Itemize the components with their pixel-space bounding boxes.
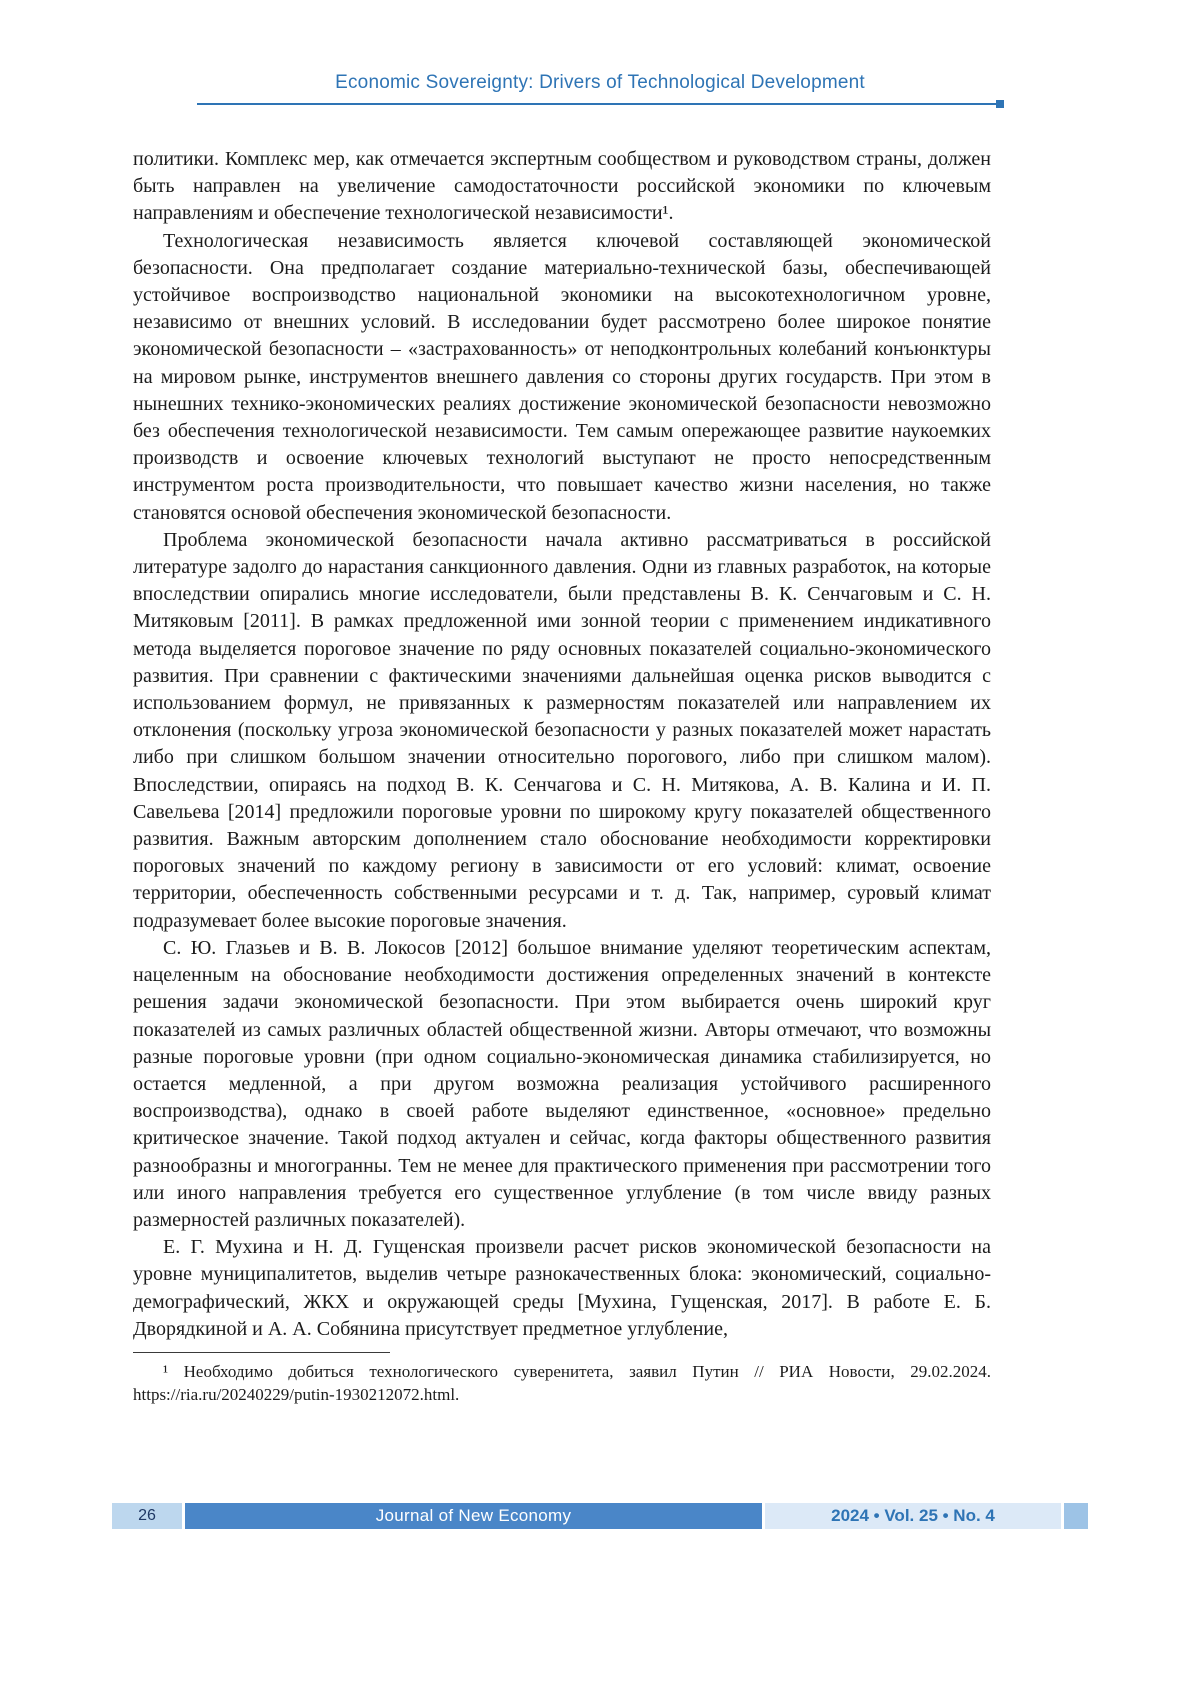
footer-end-square <box>1064 1503 1088 1529</box>
header-rule <box>197 103 1003 105</box>
page-footer <box>112 1503 1088 1529</box>
paragraph: Проблема экономической безопасности начала активно рассматриваться в российской литературе задолго до нарастания санкционного давления. Одни из главных разработок, на которые впоследствии опирались многие исследователи, были представлены В. К. Сенчаговым и С. Н. Митяковым [2011]. В рамках предложенной ими зонной теории с применением индикативного метода выделяется пороговое значение по ряду основных показателей социально-экономического развития. При сравнении с фактическими значениями дальнейшая оценка рисков выводится с использованием формул, не привязанных к размерностям показателей или направлением их отклонения (поскольку угроза экономической безопасности у разных показателей может нарастать либо при слишком большом значении относительно порогового, либо при слишком малом). Впоследствии, опираясь на подход В. К. Сенчагова и С. Н. Митякова, А. В. Калина и И. П. Савельева [2014] предложили пороговые уровни по широкому кругу показателей общественного развития. Важным авторским дополнением стало обоснование необходимости корректировки пороговых значений по каждому региону в зависимости от его условий: климат, освоение территории, обеспеченность собственными ресурсами и т. д. Так, например, суровый климат подразумевает более высокие пороговые значения. <box>133 528 991 932</box>
footnote-separator <box>133 1352 390 1353</box>
running-header-title: Economic Sovereignty: Drivers of Technological Development <box>335 72 865 93</box>
paragraph: С. Ю. Глазьев и В. В. Локосов [2012] большое внимание уделяют теоретическим аспектам, нацеленным на обоснование необходимости достижения определенных значений в контексте решения задачи экономической безопасности. При этом выбирается очень широкий круг показателей из самых различных областей общественной жизни. Авторы отмечают, что возможны разные пороговые уровни (при одном социально-экономическая динамика стабилизируется, но остается медленной, а при другом возможна реализация устойчивого расширенного воспроизводства), однако в своей работе выделяют единственное, «основное» предельно критическое значение. Такой подход актуален и сейчас, когда факторы общественного развития разнообразны и многогранны. Тем не менее для практического применения при рассмотрении того или иного направления требуется его существенное углубление (в том числе ввиду разных размерностей различных показателей). <box>133 936 991 1231</box>
paragraph: политики. Комплекс мер, как отмечается экспертным сообществом и руководством страны, должен быть направлен на увеличение самодостаточности российской экономики по ключевым направлениям и обеспечение технологической независимости¹. <box>133 148 991 225</box>
page-number: 26 <box>112 1503 182 1529</box>
article-body <box>133 146 991 1406</box>
journal-name-bar <box>185 1503 762 1529</box>
paragraph: Технологическая независимость является ключевой составляющей экономической безопасности. Она предполагает создание материально-технической базы, обеспечивающей устойчивое воспроизводство национальной экономики на высокотехнологичном уровне, независимо от внешних условий. В исследовании будет рассмотрено более широкое понятие экономической безопасности – «застрахованность» от неподконтрольных колебаний конъюнктуры на мировом рынке, инструментов внешнего давления со стороны других государств. При этом в нынешних технико-экономических реалиях достижение экономической безопасности невозможно без обеспечения технологической независимости. Тем самым опережающее развитие наукоемких производств и освоение ключевых технологий выступают не просто непосредственным инструментом роста производительности, что повышает качество жизни населения, но также становятся основой обеспечения экономической безопасности. <box>133 229 991 524</box>
footnote-text: ¹ Необходимо добиться технологического суверенитета, заявил Путин // РИА Новости, 29.02.2024. <box>163 1361 991 1381</box>
page-header <box>197 72 1003 105</box>
paragraph: Е. Г. Мухина и Н. Д. Гущенская произвели расчет рисков экономической безопасности на уровне муниципалитетов, выделив четыре разнокачественных блока: экономический, социально-демографический, ЖКХ и окружающей среды [Мухина, Гущенская, 2017]. В работе Е. Б. Дворядкиной и А. А. Собянина присутствует предметное углубление, <box>133 1236 991 1340</box>
header-rule-end-square <box>996 100 1004 108</box>
issue-info: 2024 • Vol. 25 • No. 4 <box>765 1503 1061 1529</box>
footnote-url: https://ria.ru/20240229/putin-1930212072.html. <box>133 1384 460 1404</box>
journal-name: Journal of New Economy <box>375 1506 572 1525</box>
footnote <box>133 1360 991 1406</box>
